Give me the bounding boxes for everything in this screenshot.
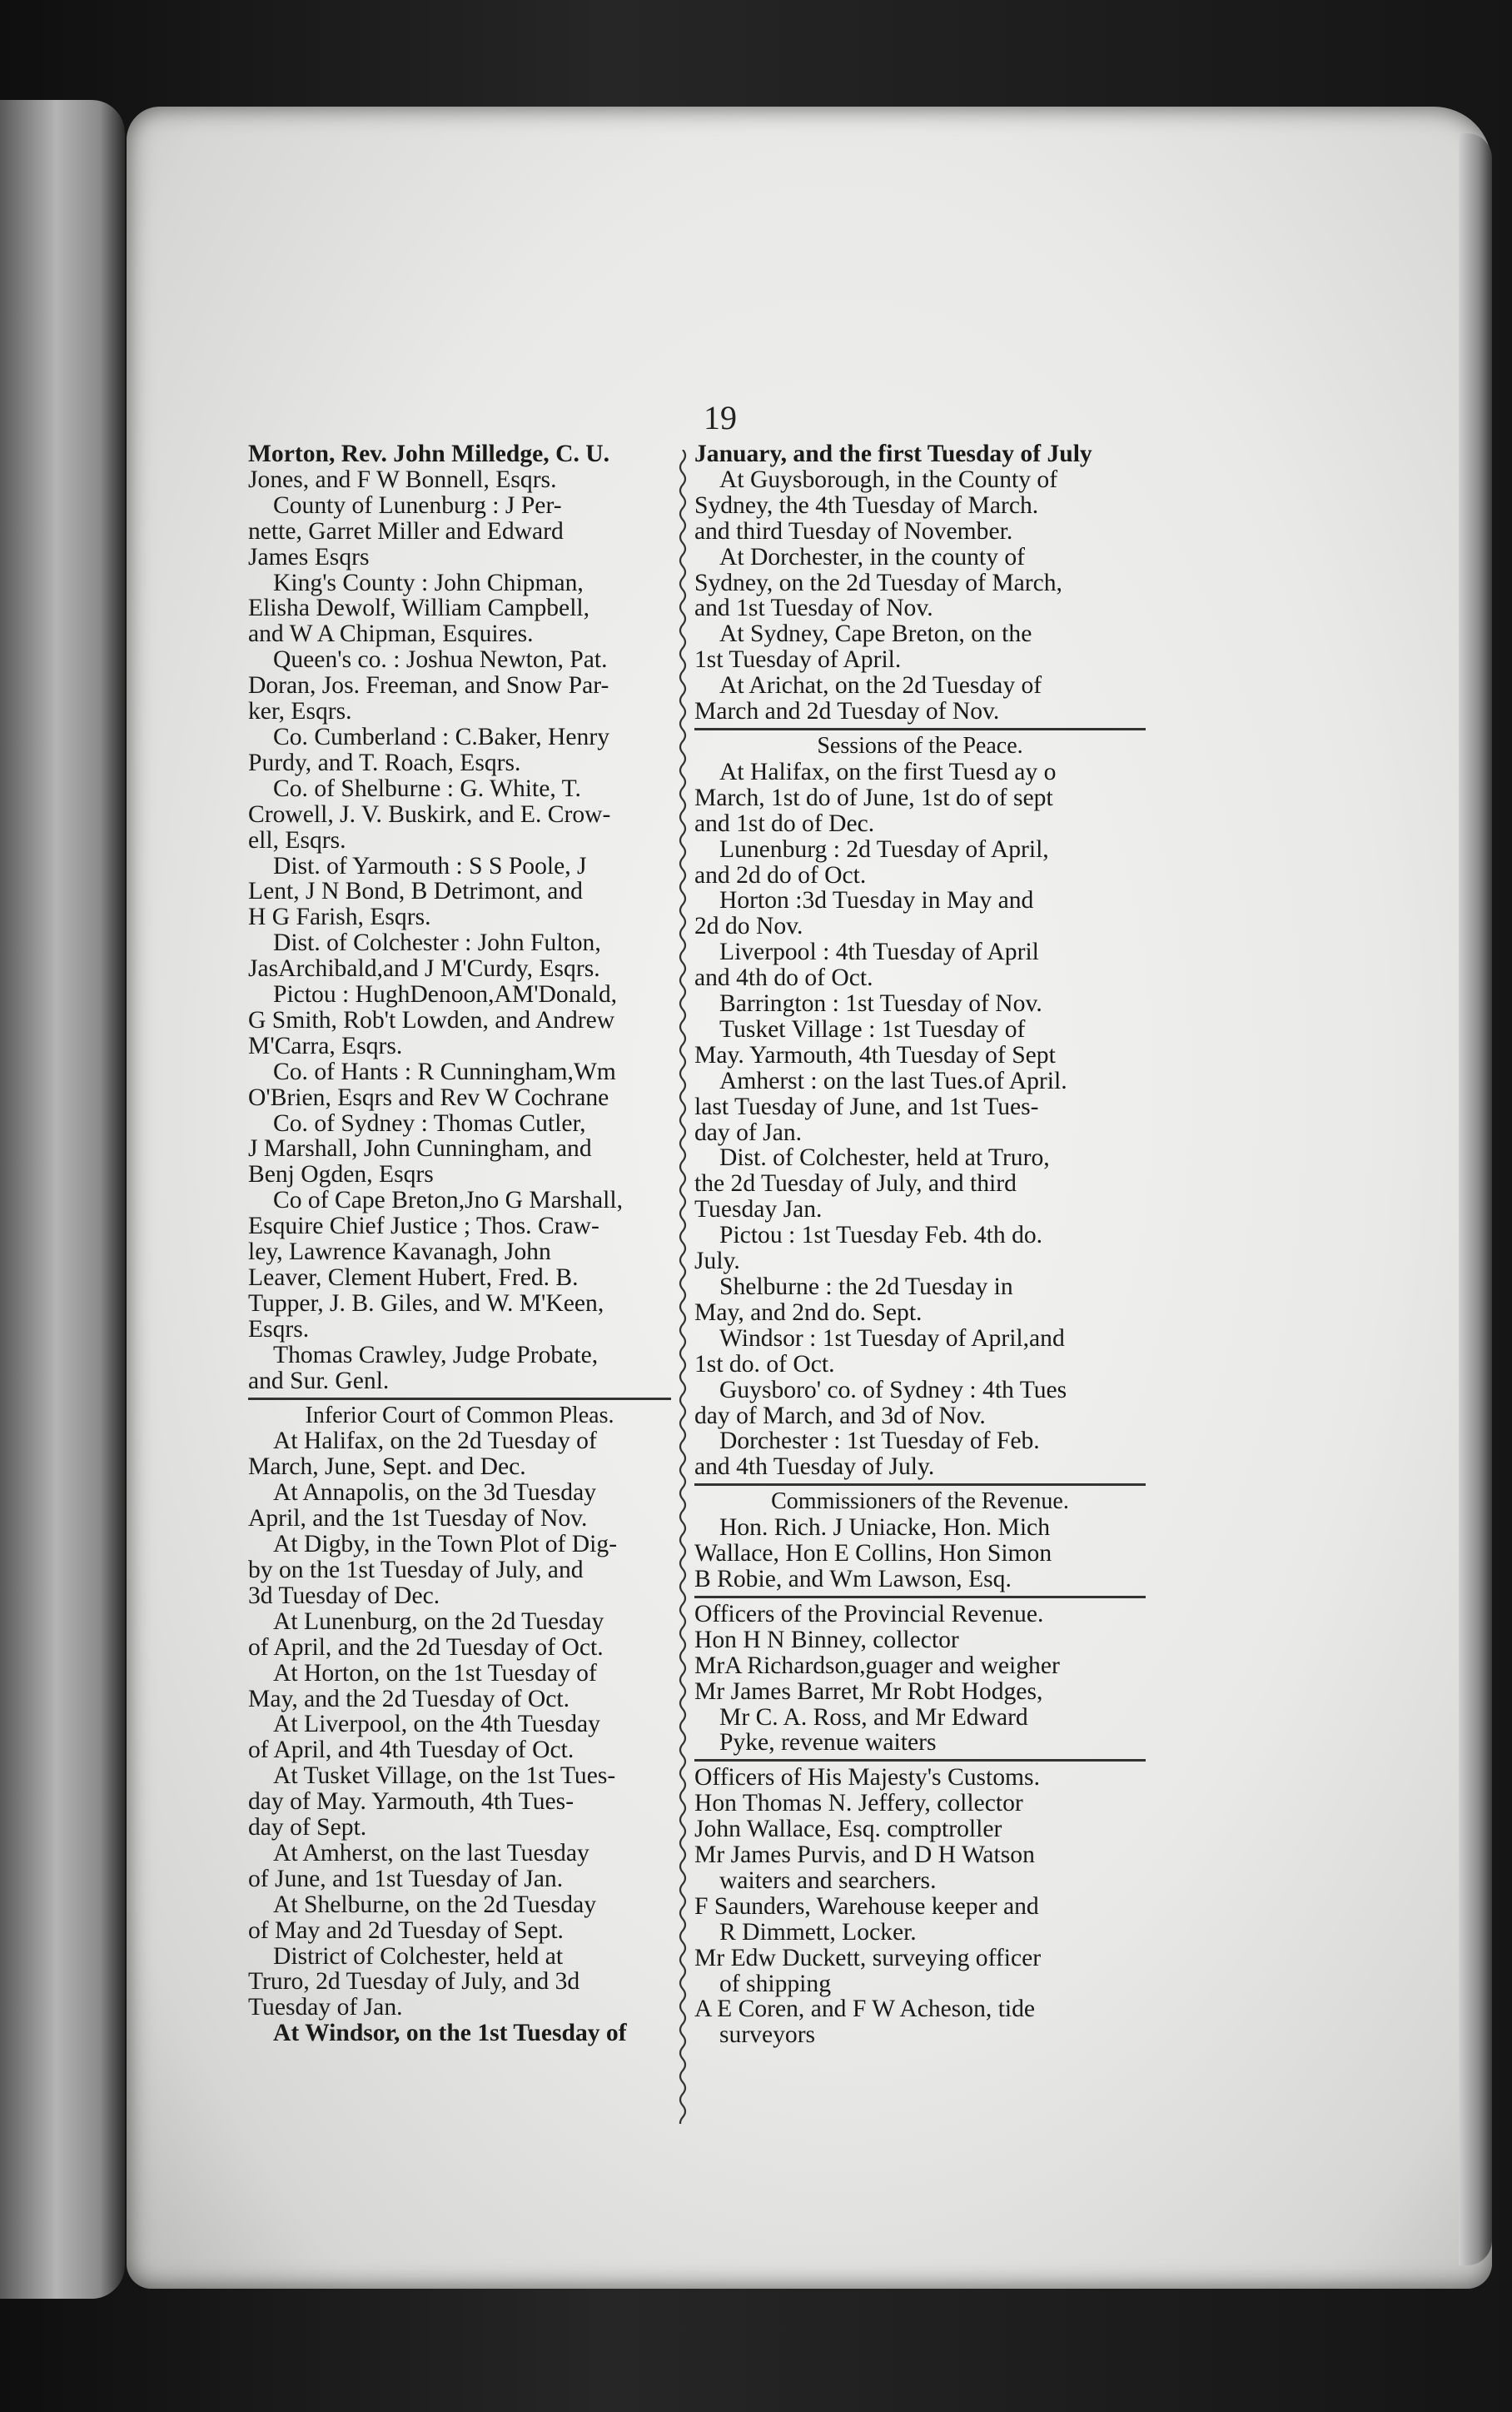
left-column-line: District of Colchester, held at [273, 1942, 564, 1970]
left-column-line: Elisha Dewolf, William Campbell, [248, 595, 590, 622]
left-column-line: J Marshall, John Cunningham, and [248, 1135, 592, 1163]
right-column-line: Barrington : 1st Tuesday of Nov. [719, 990, 1042, 1018]
right-column-line: Hon Thomas N. Jeffery, collector [694, 1790, 1023, 1817]
right-column-line: Mr James Purvis, and D H Watson [694, 1841, 1035, 1869]
page-number: 19 [704, 399, 737, 436]
right-column-line: Horton :3d Tuesday in May and [719, 887, 1034, 914]
right-column-line: last Tuesday of June, and 1st Tues- [694, 1093, 1039, 1120]
right-column-line: and 1st do of Dec. [694, 810, 875, 837]
right-column-line: Wallace, Hon E Collins, Hon Simon [694, 1540, 1052, 1567]
right-column-line: Mr Edw Duckett, surveying officer [694, 1944, 1042, 1971]
right-column-line: Dorchester : 1st Tuesday of Feb. [719, 1428, 1040, 1455]
right-column-line: surveyors [719, 2021, 816, 2049]
left-column-line: At Halifax, on the 2d Tuesday of [273, 1428, 597, 1455]
right-column-line: 2d do Nov. [694, 913, 803, 940]
section-rule [248, 1398, 671, 1400]
left-column-line: G Smith, Rob't Lowden, and Andrew [248, 1006, 615, 1034]
left-column-line: Esquire Chief Justice ; Thos. Craw- [248, 1213, 599, 1240]
left-column-line: ley, Lawrence Kavanagh, John [248, 1238, 551, 1266]
left-column-line: O'Brien, Esqrs and Rev W Cochrane [248, 1084, 609, 1111]
left-column-line: At Shelburne, on the 2d Tuesday [273, 1891, 596, 1918]
right-column-line: and 4th do of Oct. [694, 964, 873, 992]
right-column-line: March, 1st do of June, 1st do of sept [694, 784, 1053, 811]
section-rule [694, 1596, 1146, 1598]
left-column-line: and Sur. Genl. [248, 1367, 390, 1394]
left-column-line: Co of Cape Breton,Jno G Marshall, [273, 1187, 624, 1214]
left-column-line: Esqrs. [248, 1315, 310, 1343]
left-column-line: At Liverpool, on the 4th Tuesday [273, 1711, 600, 1738]
right-column-line: At Dorchester, in the county of [719, 543, 1025, 571]
left-column-line: M'Carra, Esqrs. [248, 1032, 403, 1059]
right-column-line: At Sydney, Cape Breton, on the [719, 620, 1032, 648]
left-column-line: day of Sept. [248, 1814, 367, 1841]
right-column-line: and 1st Tuesday of Nov. [694, 595, 933, 622]
right-column-line: Tusket Village : 1st Tuesday of [719, 1015, 1026, 1043]
right-column-line: day of March, and 3d of Nov. [694, 1402, 986, 1429]
left-column-line: Tupper, J. B. Giles, and W. M'Keen, [248, 1289, 604, 1317]
section-rule [694, 1483, 1146, 1486]
right-column-line: Shelburne : the 2d Tuesday in [719, 1273, 1013, 1300]
left-column-line: Lent, J N Bond, B Detrimont, and [248, 878, 583, 905]
left-column-line: nette, Garret Miller and Edward [248, 517, 564, 545]
left-column-line: James Esqrs [248, 543, 370, 571]
right-column-line: Windsor : 1st Tuesday of April,and [719, 1324, 1065, 1352]
right-column-line: R Dimmett, Locker. [719, 1918, 917, 1946]
right-column-line: Sydney, on the 2d Tuesday of March, [694, 569, 1062, 596]
right-column-line: Sydney, the 4th Tuesday of March. [694, 491, 1039, 519]
right-column-line: 1st do. of Oct. [694, 1350, 835, 1378]
right-column-line: Hon. Rich. J Uniacke, Hon. Mich [719, 1514, 1050, 1542]
left-column-line: H G Farish, Esqrs. [248, 904, 431, 931]
right-column-line: Lunenburg : 2d Tuesday of April, [719, 835, 1049, 863]
left-column-line: May, and the 2d Tuesday of Oct. [248, 1685, 570, 1712]
right-column-line: and 4th Tuesday of July. [694, 1453, 935, 1481]
section-heading: Inferior Court of Common Pleas. [305, 1402, 614, 1428]
left-column-line: Tuesday of Jan. [248, 1994, 403, 2021]
left-column-line: At Tusket Village, on the 1st Tues- [273, 1762, 616, 1790]
right-column-line: Mr C. A. Ross, and Mr Edward [719, 1703, 1028, 1731]
left-column-line: King's County : John Chipman, [273, 569, 584, 596]
right-column-line: Tuesday Jan. [694, 1196, 823, 1223]
left-column-line: Leaver, Clement Hubert, Fred. B. [248, 1264, 579, 1291]
right-column-line: 1st Tuesday of April. [694, 646, 902, 674]
right-column-line: B Robie, and Wm Lawson, Esq. [694, 1565, 1012, 1592]
right-column-line: March and 2d Tuesday of Nov. [694, 698, 1000, 725]
right-column-line: At Halifax, on the first Tuesd ay o [719, 758, 1057, 785]
right-column-line: Amherst : on the last Tues.of April. [719, 1067, 1067, 1094]
left-column-line: Queen's co. : Joshua Newton, Pat. [273, 646, 608, 674]
right-column-line: July. [694, 1248, 740, 1275]
right-column-line: and 2d do of Oct. [694, 861, 867, 889]
section-rule [694, 1759, 1146, 1762]
left-column-line: 3d Tuesday of Dec. [248, 1582, 440, 1609]
left-column-line: County of Lunenburg : J Per- [273, 491, 562, 519]
left-column-line: day of May. Yarmouth, 4th Tues- [248, 1788, 574, 1816]
left-column-line: Pictou : HughDenoon,AM'Donald, [273, 981, 618, 1009]
right-column-line: Pictou : 1st Tuesday Feb. 4th do. [719, 1222, 1043, 1249]
right-column [694, 441, 1146, 2048]
right-column-line: May. Yarmouth, 4th Tuesday of Sept [694, 1041, 1056, 1069]
left-column-line: Jones, and F W Bonnell, Esqrs. [248, 466, 557, 493]
left-column-line: ell, Esqrs. [248, 826, 346, 854]
left-column-line: Co. of Shelburne : G. White, T. [273, 775, 581, 802]
left-column-line: Morton, Rev. John Milledge, C. U. [248, 441, 610, 467]
left-column [248, 441, 671, 2046]
left-column-line: At Digby, in the Town Plot of Dig- [273, 1531, 618, 1558]
left-column-line: Crowell, J. V. Buskirk, and E. Crow- [248, 800, 611, 828]
right-column-line: and third Tuesday of November. [694, 517, 1013, 545]
left-column-line: At Lunenburg, on the 2d Tuesday [273, 1607, 604, 1635]
left-column-line: of May and 2d Tuesday of Sept. [248, 1916, 564, 1944]
right-column-line: Guysboro' co. of Sydney : 4th Tues [719, 1376, 1067, 1403]
page-stack-edge [1459, 133, 1492, 2265]
left-column-line: At Amherst, on the last Tuesday [273, 1839, 589, 1866]
left-column-line: of June, and 1st Tuesday of Jan. [248, 1865, 564, 1892]
left-column-line: Doran, Jos. Freeman, and Snow Par- [248, 672, 609, 700]
right-column-line: Hon H N Binney, collector [694, 1626, 959, 1653]
right-column-line: May, and 2nd do. Sept. [694, 1298, 923, 1326]
left-column-line: At Horton, on the 1st Tuesday of [273, 1659, 597, 1687]
right-column-line: January, and the first Tuesday of July [694, 441, 1092, 467]
left-column-line: and W A Chipman, Esquires. [248, 620, 534, 648]
left-column-line: Truro, 2d Tuesday of July, and 3d [248, 1968, 580, 1996]
right-column-line: Pyke, revenue waiters [719, 1729, 937, 1757]
right-column-line: of shipping [719, 1970, 831, 1997]
left-column-line: of April, and the 2d Tuesday of Oct. [248, 1633, 604, 1661]
right-column-line: At Arichat, on the 2d Tuesday of [719, 672, 1042, 700]
section-rule [694, 728, 1146, 730]
right-column-line: MrA Richardson,guager and weigher [694, 1652, 1060, 1679]
left-column-line: ker, Esqrs. [248, 698, 352, 725]
left-column-line: Purdy, and T. Roach, Esqrs. [248, 749, 521, 776]
column-divider [674, 450, 691, 2124]
left-column-line: Thomas Crawley, Judge Probate, [273, 1341, 599, 1368]
right-column-line: John Wallace, Esq. comptroller [694, 1816, 1002, 1843]
left-column-line: At Annapolis, on the 3d Tuesday [273, 1479, 597, 1507]
left-column-line: of April, and 4th Tuesday of Oct. [248, 1737, 574, 1764]
right-column-line: waiters and searchers. [719, 1866, 937, 1894]
right-column-line: Dist. of Colchester, held at Truro, [719, 1144, 1050, 1172]
left-column-line: At Windsor, on the 1st Tuesday of [273, 2020, 627, 2047]
section-heading: Commissioners of the Revenue. [771, 1488, 1069, 1515]
right-column-line: day of Jan. [694, 1119, 803, 1146]
left-column-line: Benj Ogden, Esqrs [248, 1161, 434, 1189]
right-column-line: At Guysborough, in the County of [719, 466, 1058, 493]
right-column-line: A E Coren, and F W Acheson, tide [694, 1996, 1036, 2023]
right-column-line: Officers of His Majesty's Customs. [694, 1764, 1040, 1792]
right-column-line: Officers of the Provincial Revenue. [694, 1600, 1044, 1627]
right-column-line: Liverpool : 4th Tuesday of April [719, 939, 1039, 966]
left-column-line: Dist. of Colchester : John Fulton, [273, 929, 601, 957]
left-column-line: Co. of Sydney : Thomas Cutler, [273, 1109, 586, 1137]
right-column-line: F Saunders, Warehouse keeper and [694, 1892, 1039, 1920]
left-column-line: Co. of Hants : R Cunningham,Wm [273, 1058, 616, 1085]
section-heading: Sessions of the Peace. [817, 732, 1023, 759]
left-column-line: Co. Cumberland : C.Baker, Henry [273, 723, 610, 750]
left-column-line: Dist. of Yarmouth : S S Poole, J [273, 852, 587, 880]
left-column-line: by on the 1st Tuesday of July, and [248, 1556, 584, 1583]
previous-page-edge [0, 100, 125, 2299]
left-column-line: March, June, Sept. and Dec. [248, 1453, 526, 1481]
left-column-line: JasArchibald,and J M'Curdy, Esqrs. [248, 955, 600, 983]
left-column-line: April, and the 1st Tuesday of Nov. [248, 1505, 588, 1532]
right-column-line: the 2d Tuesday of July, and third [694, 1170, 1017, 1198]
right-column-line: Mr James Barret, Mr Robt Hodges, [694, 1677, 1043, 1705]
